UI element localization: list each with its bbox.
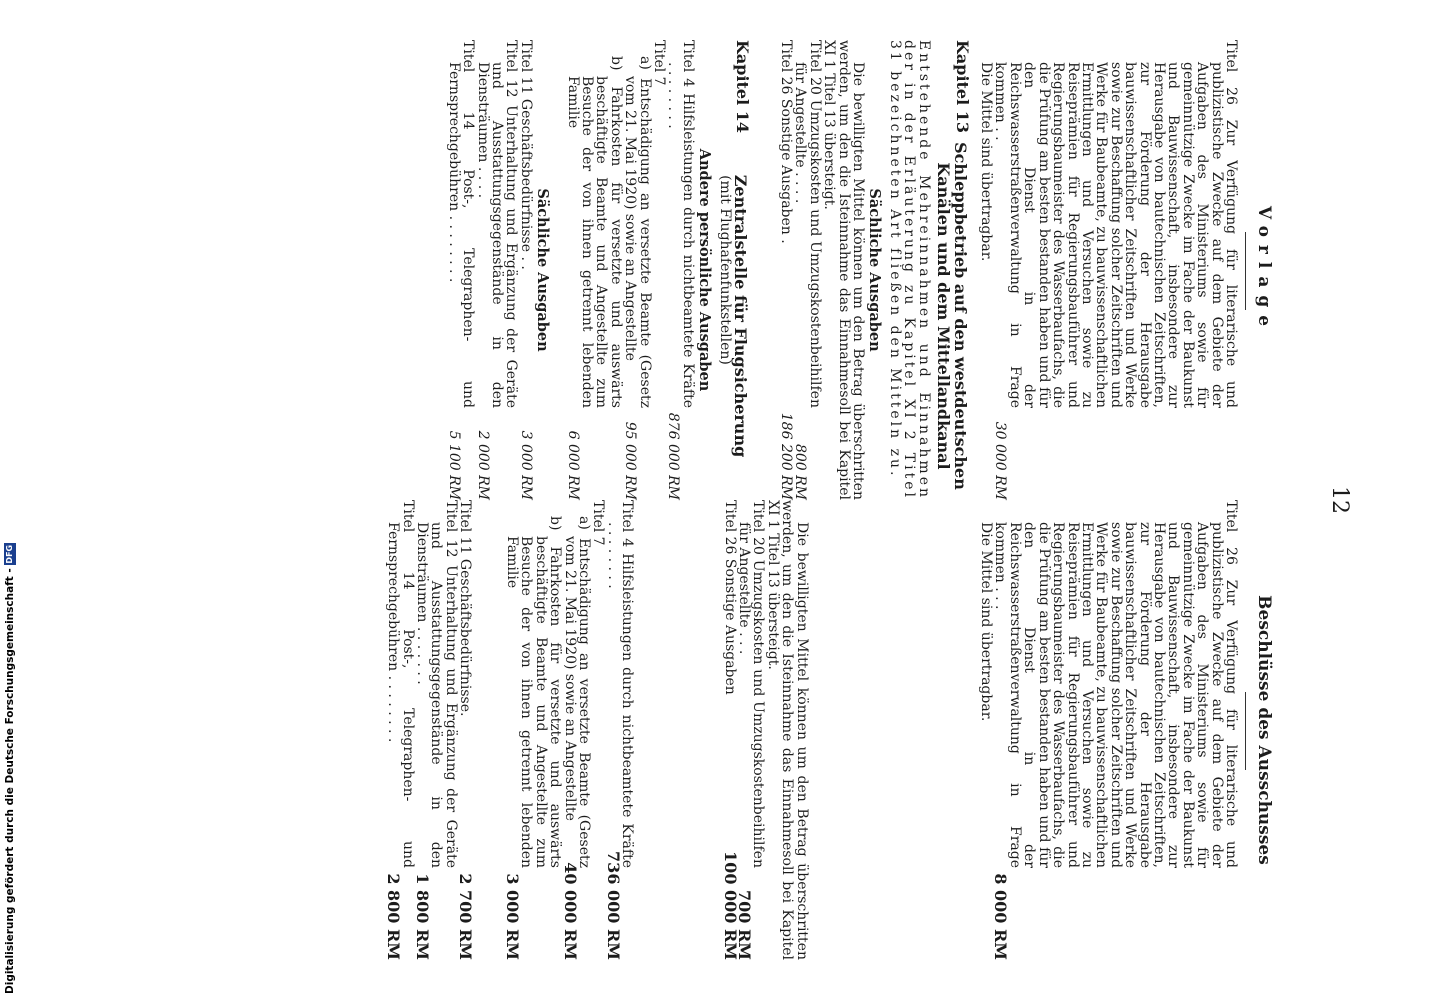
titel-20-beschluss: Titel 20 Umzugskosten und Umzugskostenbeihilfen für Angestellte . . . 700 RM xyxy=(735,500,767,960)
titel-14: Titel 14 Post-, Telegraphen- und Fernsprechgebühren . . . . . . . . 5 100 RM xyxy=(445,40,477,500)
kapitel-13-title: Schleppbetrieb auf den westdeutschen Kanälen und dem Mittellandkanal xyxy=(933,142,970,490)
kapitel-14-paren: (mit Flughafenfunkstellen) xyxy=(716,175,733,365)
titel-20: Titel 20 Umzugskosten und Umzugskostenbeihilfen für Angestellte . . . . 800 RM xyxy=(792,40,823,500)
left-heading-rule xyxy=(1245,232,1246,310)
kapitel-13-text-beschluss: Die bewilligten Mittel können um den Betrag überschritten werden, um den die Isteinnahme das Einnahmesoll bei Kapitel XI 1 Titel 13 übersteigt. xyxy=(764,500,810,960)
kapitel-13-label: Kapitel 13 xyxy=(952,40,972,134)
titel-12: Titel 12 Unterhaltung und Ergänzung der Geräte und Ausstattungsgegenstände in den Diensträumen . . . . 2 000 RM xyxy=(474,40,520,500)
kapitel-14-title: Zentralstelle für Flugsicherung xyxy=(730,174,750,458)
titel-26-sonstige: Titel 26 Sonstige Ausgaben . 186 200 RM xyxy=(778,40,795,500)
saechliche-ausgaben-heading: Sächliche Ausgaben xyxy=(866,188,884,352)
titel-26-literarisch-beschluss: Titel 26 Zur Verfügung für literarische und publizistische Zwecke auf dem Gebiete der Aufgaben des Ministeriums sowie für gemeinnützige Zwecke im Fache der Baukunst und Bauwissenschaft, insbesondere zur Herausgabe von bautechnischen Zeitschriften, zur Förderung der Herausgabe bauwissenschaftlicher Zeitschriften und Werke sowie zur Beschaffung solcher Zeitschriften und Werke für Baubeamte, zu bauwissenschaftlichen Ermittlungen und Versuchen sowie zu Reiseprämien für Regierungsbauführer und Regierungsbaumeister des Wasserbaufachs, die die Prüfung am besten bestanden haben und für den Dienst in der Reichswasserstraßenverwaltung in Frage kommen . . . 8 000 RM xyxy=(991,500,1239,960)
titel-7b-beschluss: b) Fahrkosten für versetzte und auswärts beschäftigte Beamte und Angestellte zum Besuche der von ihnen getrennt lebenden Familie 3 000 RM xyxy=(503,516,564,960)
left-column xyxy=(446,40,1238,500)
uebertragbar-note-beschluss: Die Mittel sind übertragbar. xyxy=(978,522,995,722)
kapitel-14-label: Kapitel 14 xyxy=(732,40,752,134)
titel-4-beschluss: Titel 4 Hilfsleistungen durch nichtbeamtete Kräfte . . . . . . . . 736 000 RM xyxy=(603,500,636,960)
kapitel-13-note: Entstehende Mehreinnahmen und Einnahmen der in der Erläuterung zu Kapitel XI 2 Titel 31 bezeichneten Art fließen den Mitteln zu. xyxy=(886,40,932,500)
titel-7-beschluss: Titel 7 xyxy=(590,500,607,546)
titel-14-beschluss: Titel 14 Post-, Telegraphen- und Fernsprechgebühren . . . . . . . . 2 800 RM xyxy=(384,500,416,960)
kapitel-13-text: Die bewilligten Mittel können um den Betrag überschritten werden, um den die Isteinnahme das Einnahmesoll bei Kapitel XI 1 Titel 13 übersteigt. xyxy=(821,40,867,500)
titel-11: Titel 11 Geschäftsbedürfnisse . . 3 000 RM xyxy=(517,40,534,500)
dfg-logo-icon: DFG xyxy=(5,544,14,564)
page-number: 12 xyxy=(1327,486,1352,514)
titel-7b: b) Fahrkosten für versetzte und auswärts beschäftigte Beamte und Angestellte zum Besuche der von ihnen getrennt lebenden Familie 6 000 RM xyxy=(564,56,624,500)
right-column xyxy=(386,500,1238,960)
right-heading-rule xyxy=(1245,692,1246,770)
left-column-heading: Vorlage xyxy=(1254,205,1274,335)
titel-7a: a) Entschädigung an versetzte Beamte (Gesetz vom 21. Mai 1920) sowie an Angestellte 95 000 RM xyxy=(622,56,653,500)
uebertragbar-note: Die Mittel sind übertragbar. xyxy=(978,62,995,262)
titel-26-literarisch: Titel 26 Zur Verfügung für literarische und publizistische Zwecke auf dem Gebiete der Aufgaben des Ministeriums sowie für gemeinnützige Zwecke im Fache der Baukunst und Bauwissenschaft, insbesondere zur Herausgabe von bautechnischen Zeitschriften, zur Förderung der Herausgabe bauwissenschaftlicher Zeitschriften und Werke sowie zur Beschaffung solcher Zeitschriften und Werke für Baubeamte, zu bauwissenschaftlichen Ermittlungen und Versuchen sowie zu Reiseprämien für Regierungsbauführer und Regierungsbaumeister des Wasserbaufachs, die die Prüfung am besten bestanden haben und für den Dienst in der Reichswasserstraßenverwaltung in Frage kommen . . 30 000 RM xyxy=(992,40,1239,500)
titel-7a-beschluss: a) Entschädigung an versetzte Beamte (Gesetz vom 21. Mai 1920) sowie an Angestellte 40 000 RM xyxy=(560,516,593,960)
titel-12-beschluss: Titel 12 Unterhaltung und Ergänzung der Geräte und Ausstattungsgegenstände in den Diensträumen . . . . . . . 1 800 RM xyxy=(412,500,459,960)
kapitel-14-heading xyxy=(730,40,752,500)
titel-4: Titel 4 Hilfsleistungen durch nichtbeamtete Kräfte . . . . . . . . 876 000 RM xyxy=(665,40,696,500)
saechliche-ausgaben-heading-2: Sächliche Ausgaben xyxy=(534,188,552,352)
titel-26-sonstige-beschluss: Titel 26 Sonstige Ausgaben 100 000 RM xyxy=(720,500,740,960)
digitization-footer xyxy=(4,543,16,994)
right-column-heading: Beschlüsse des Ausschusses xyxy=(1254,595,1274,865)
andere-persoenliche-ausgaben-heading: Andere persönliche Ausgaben xyxy=(696,148,714,392)
titel-11-beschluss: Titel 11 Geschäftsbedürfnisse. 2 700 RM xyxy=(456,500,476,960)
kapitel-13-heading xyxy=(933,40,972,500)
titel-7: Titel 7 xyxy=(651,40,667,86)
footer-text: Digitalisierung gefördert durch die Deutsche Forschungsgemeinschaft - xyxy=(4,568,16,994)
